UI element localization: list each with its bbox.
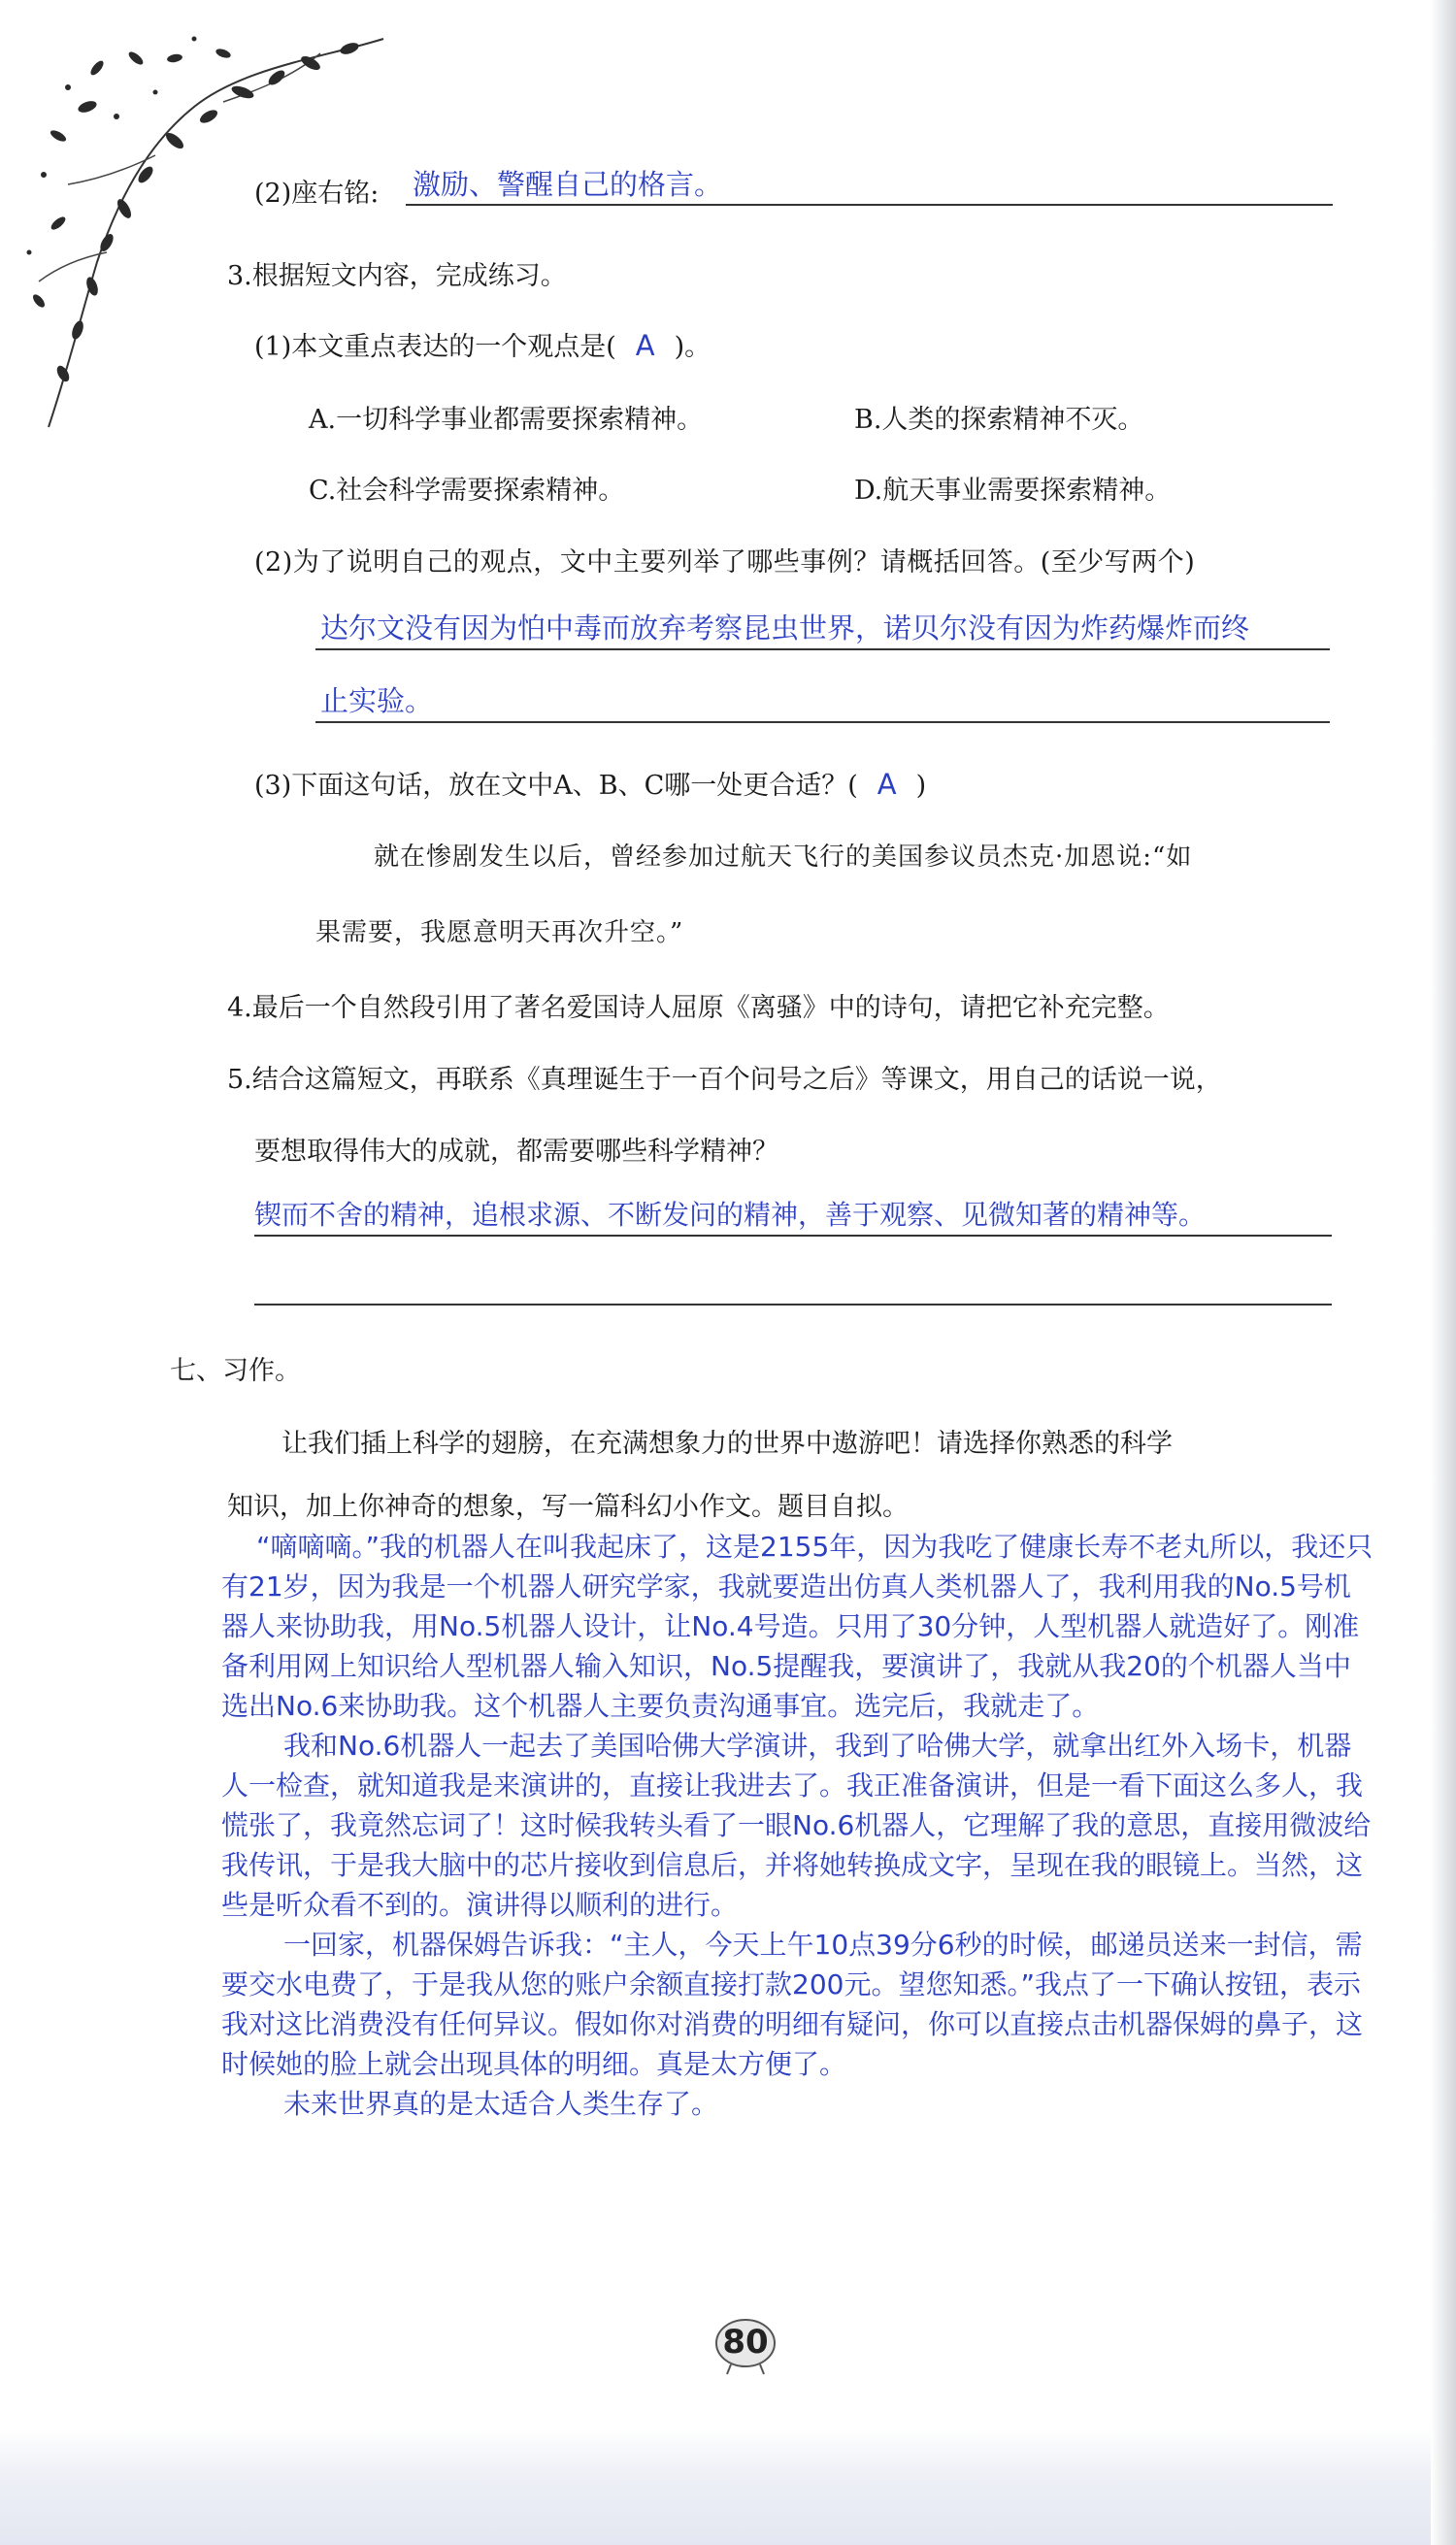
q5-answer: 锲而不舍的精神，追根求源、不断发问的精神，善于观察、见微知著的精神等。 [254, 1199, 1207, 1231]
essay-paragraph: “嘀嘀嘀。”我的机器人在叫我起床了，这是2155年，因为我吃了健康长寿不老丸所以，我还只有21岁，因为我是一个机器人研究学家，我就要造出仿真人类机器人了，我利用我的No.5号机器人来协助我，用No.5机器人设计，让No.4号造。只用了30分钟，人型机器人就造好了。刚准备利用网上知识给人型机器人输入知识，No.5提醒我，要演讲了，我就从我20的个机器人当中选出No.6来协助我。这个机器人主要负责沟通事宜。选完后，我就走了。 [221, 1531, 1373, 1722]
option-a: A.一切科学事业都需要探索精神。 [309, 405, 704, 435]
q3-sub3-quote-line1: 就在惨剧发生以后，曾经参加过航天飞行的美国参议员杰克·加恩说:“如 [374, 843, 1193, 872]
answer-line [315, 648, 1330, 650]
essay-paragraph: 我和No.6机器人一起去了美国哈佛大学演讲，我到了哈佛大学，就拿出红外入场卡，机器人一检查，就知道我是来演讲的，直接让我进去了。我正准备演讲，但是一看下面这么多人，我慌张了，我竟然忘词了！这时候我转头看了一眼No.6机器人，它理解了我的意思，直接用微波给我传讯，于是我大脑中的芯片接收到信息后，并将她转换成文字，呈现在我的眼镜上。当然，这些是听众看不到的。演讲得以顺利的进行。 [221, 1730, 1372, 1921]
q3-sub2-answer-line2: 止实验。 [320, 684, 434, 717]
leaf-ornament-icon [0, 0, 408, 456]
essay-paragraph: 未来世界真的是太适合人类生存了。 [283, 2088, 719, 2120]
answer-line [315, 721, 1330, 723]
answer-line [254, 1304, 1332, 1306]
option-b: B.人类的探索精神不灭。 [854, 405, 1144, 435]
q3-sub3-quote-line2: 果需要，我愿意明天再次升空。” [315, 918, 684, 947]
q3-title: 3.根据短文内容，完成练习。 [227, 261, 567, 291]
q3-sub2-answer-line1: 达尔文没有因为怕中毒而放弃考察昆虫世界，诺贝尔没有因为炸药爆炸而终 [320, 611, 1250, 645]
q3-sub1-answer: A [635, 329, 655, 362]
page-bottom-band [0, 2429, 1456, 2545]
option-d: D.航天事业需要探索精神。 [854, 476, 1172, 506]
q3-sub2-text: (2)为了说明自己的观点，文中主要列举了哪些事例？请概括回答。(至少写两个) [254, 547, 1196, 578]
section7-prompt-line1: 让我们插上科学的翅膀，在充满想象力的世界中遨游吧！请选择你熟悉的科学 [281, 1429, 1173, 1459]
q3-sub3-suffix: ) [915, 771, 927, 801]
q3-sub3-prefix: (3)下面这句话，放在文中A、B、C哪一处更合适？( [254, 771, 858, 801]
q3-sub3 [254, 764, 926, 802]
q2-motto-answer: 激励、警醒自己的格言。 [413, 168, 723, 201]
section7-prompt-line2: 知识，加上你神奇的想象，写一篇科幻小作文。题目自拟。 [227, 1492, 909, 1522]
q3-sub1-prefix: (1)本文重点表达的一个观点是( [254, 332, 616, 362]
page-number: 80 [722, 2323, 769, 2362]
option-c: C.社会科学需要探索精神。 [309, 476, 625, 506]
q3-sub1-suffix: )。 [674, 332, 711, 362]
answer-line [254, 1235, 1332, 1237]
q5-line2: 要想取得伟大的成就，都需要哪些科学精神？ [254, 1137, 778, 1167]
page-right-edge [1431, 0, 1456, 2545]
q5-line1: 5.结合这篇短文，再联系《真理诞生于一百个问号之后》等课文，用自己的话说一说， [227, 1065, 1222, 1095]
essay-body [221, 1527, 1376, 2124]
section7-title: 七、习作。 [170, 1356, 301, 1386]
essay-paragraph: 一回家，机器保姆告诉我：“主人，今天上午10点39分6秒的时候，邮递员送来一封信，需要交水电费了，于是我从您的账户余额直接打款200元。望您知悉。”我点了一下确认按钮，表示我对这比消费没有任何异议。假如你对消费的明细有疑问，你可以直接点击机器保姆的鼻子，这时候她的脸上就会出现具体的明细。真是太方便了。 [221, 1929, 1364, 2080]
answer-line [406, 204, 1333, 206]
q3-sub3-answer: A [877, 768, 897, 801]
q3-sub1 [254, 325, 711, 363]
q4-text: 4.最后一个自然段引用了著名爱国诗人屈原《离骚》中的诗句，请把它补充完整。 [227, 993, 1170, 1023]
q2-motto-label: (2)座右铭: [254, 179, 380, 209]
